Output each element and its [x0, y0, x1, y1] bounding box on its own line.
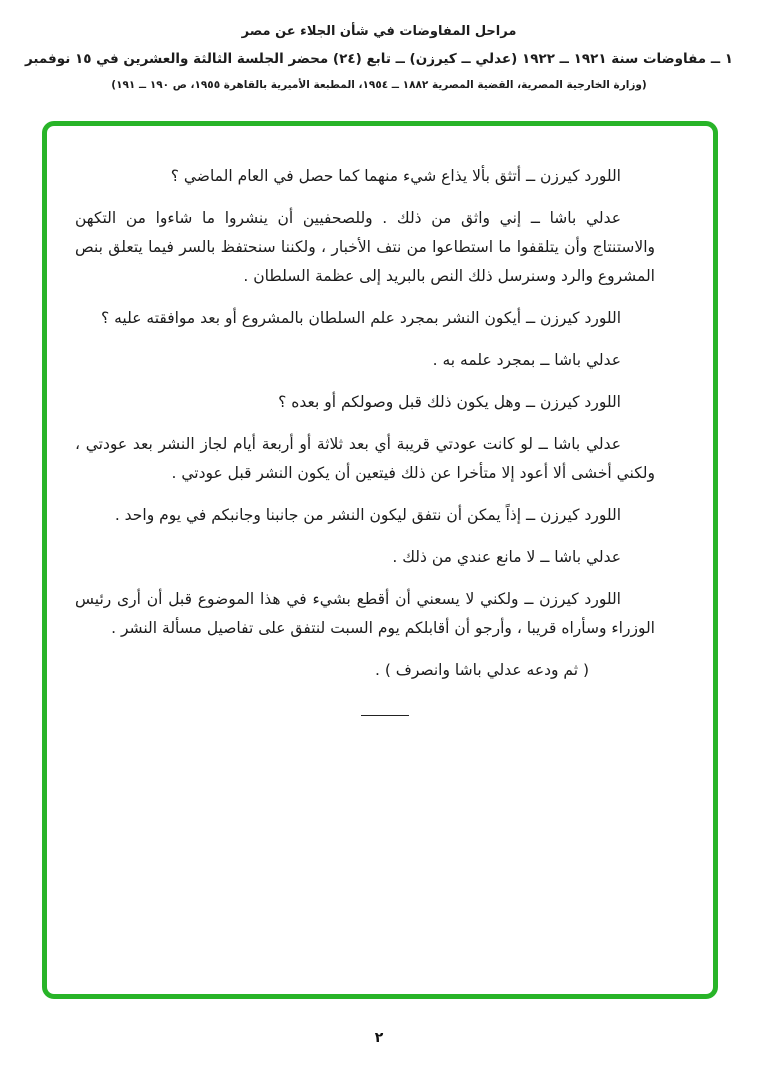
document-body — [47, 126, 713, 716]
dialogue-paragraph: عدلي باشا ــ إني واثق من ذلك . وللصحفيين أن ينشروا ما شاءوا من التكهن والاستنتاج وأن يتلقفوا ما استطاعوا من نتف الأخبار ، ولكننا سنحتفظ بالسر فيما يتعلق بنص المشروع والرد وسنرسل ذلك النص بالبريد إلى عظمة السلطان . — [75, 209, 655, 285]
dialogue-paragraph: عدلي باشا ــ بمجرد علمه به . — [432, 351, 621, 369]
separator-rule — [361, 715, 409, 716]
dialogue-paragraph: اللورد كيرزن ــ أيكون النشر بمجرد علم السلطان بالمشروع أو بعد موافقته عليه ؟ — [100, 309, 621, 327]
dialogue-paragraph: اللورد كيرزن ــ أتثق بألا يذاع شيء منهما كما حصل في العام الماضي ؟ — [170, 167, 621, 185]
header-subtitle: ١ ــ مفاوضات سنة ١٩٢١ ــ ١٩٢٢ (عدلي ــ كيرزن) ــ تابع (٢٤) محضر الجلسة الثالثة والعشرين في ١٥ نوفمبر — [24, 51, 734, 67]
dialogue-paragraph: اللورد كيرزن ــ إذاً يمكن أن نتفق ليكون النشر من جانبنا وجانبكم في يوم واحد . — [114, 506, 621, 524]
dialogue-paragraph: عدلي باشا ــ لا مانع عندي من ذلك . — [392, 548, 621, 566]
header-title: مراحل المفاوضات في شأن الجلاء عن مصر — [241, 24, 517, 39]
document-frame — [42, 121, 718, 999]
header-source-citation: (وزارة الخارجية المصرية، القضية المصرية ١٨٨٢ ــ ١٩٥٤، المطبعة الأميرية بالقاهرة ١٩٥٥، ص ١٩٠ ــ ١٩١) — [111, 79, 647, 91]
dialogue-paragraph: اللورد كيرزن ــ وهل يكون ذلك قبل وصولكم أو بعده ؟ — [278, 393, 621, 411]
page-header — [0, 0, 758, 91]
closing-note: ( ثم ودعه عدلي باشا وانصرف ) . — [374, 661, 589, 679]
dialogue-paragraph: اللورد كيرزن ــ ولكني لا يسعني أن أقطع بشيء في هذا الموضوع قبل أن أرى رئيس الوزراء وسأراه قريبا ، وأرجو أن أقابلكم يوم السبت لنتفق على تفاصيل مسألة النشر . — [75, 590, 655, 637]
page-number: ٢ — [374, 1030, 384, 1046]
dialogue-paragraph: عدلي باشا ــ لو كانت عودتي قريبة أي بعد ثلاثة أو أربعة أيام لجاز النشر بعد عودتي ، ولكني أخشى ألا أعود إلا متأخرا عن ذلك فيتعين أن يكون النشر قبل عودتي . — [75, 435, 655, 482]
